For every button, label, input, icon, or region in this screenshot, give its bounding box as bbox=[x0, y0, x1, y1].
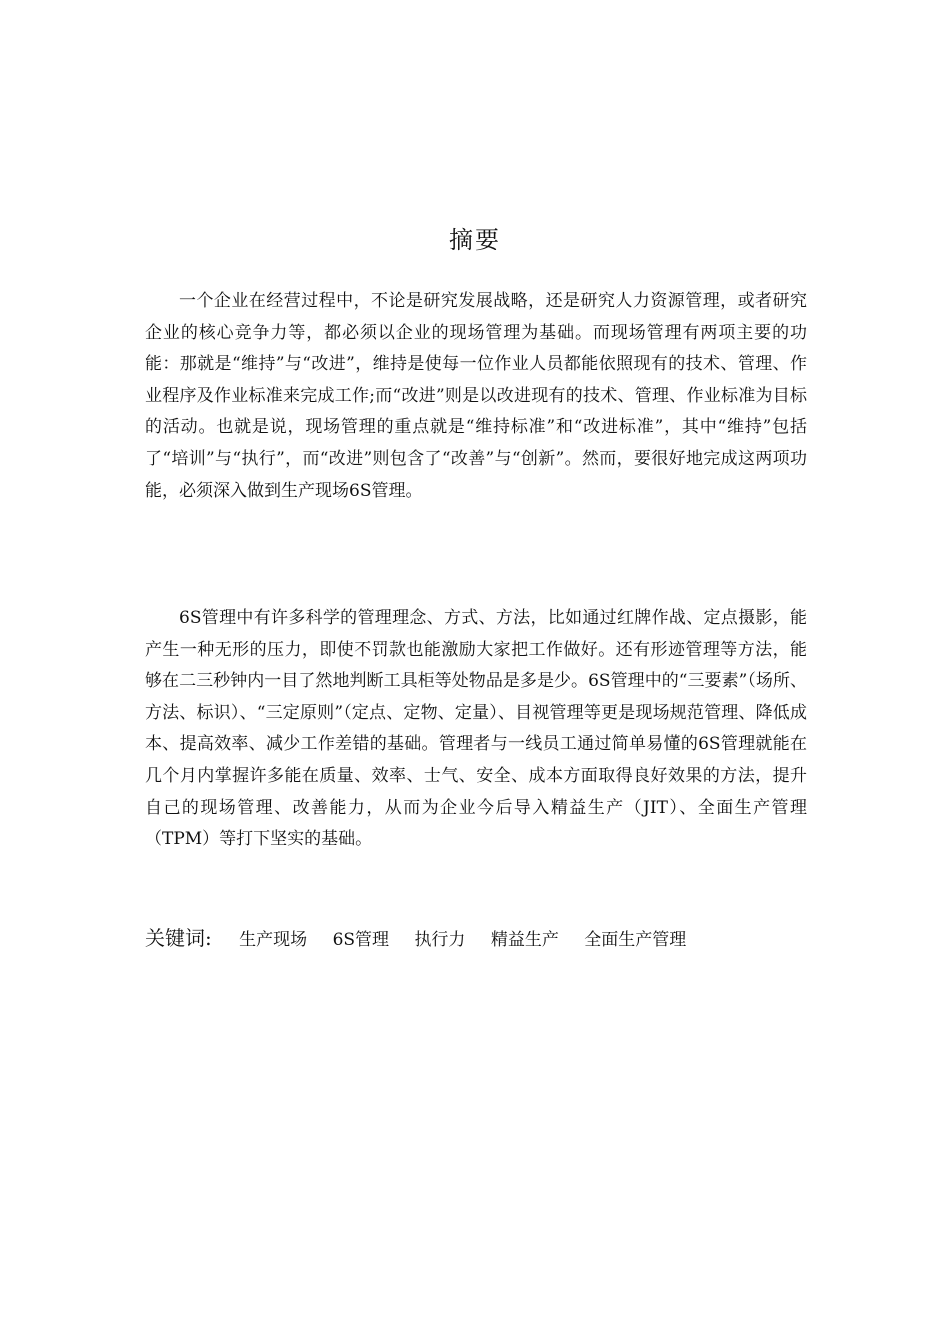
keyword-item: 全面生产管理 bbox=[584, 930, 687, 950]
keyword-item: 执行力 bbox=[414, 930, 466, 950]
keywords-label: 关键词: bbox=[145, 926, 212, 950]
abstract-paragraph-2: 6S管理中有许多科学的管理理念、方式、方法，比如通过红牌作战、定点摄影，能产生一种无形的压力，即使不罚款也能激励大家把工作做好。还有形迹管理等方法，能够在二三秒钟内一目了然地判断工具柜等处物品是多是少。6S管理中的“三要素”（场所、方法、标识）、“三定原则”（定点、定物、定量）、目视管理等更是现场规范管理、降低成本、提高效率、减少工作差错的基础。管理者与一线员工通过简单易懂的6S管理就能在几个月内掌握许多能在质量、效率、士气、安全、成本方面取得良好效果的方法，提升自己的现场管理、改善能力，从而为企业今后导入精益生产（JIT）、全面生产管理（TPM）等打下坚实的基础。 bbox=[145, 608, 807, 850]
keywords-line bbox=[145, 923, 807, 955]
keyword-item: 精益生产 bbox=[490, 930, 559, 950]
abstract-title: 摘要 bbox=[449, 226, 501, 254]
keyword-item: 生产现场 bbox=[239, 930, 308, 950]
abstract-paragraph-1: 一个企业在经营过程中，不论是研究发展战略，还是研究人力资源管理，或者研究企业的核心竞争力等，都必须以企业的现场管理为基础。而现场管理有两项主要的功能：那就是“维持”与“改进”，维持是使每一位作业人员都能依照现有的技术、管理、作业程序及作业标准来完成工作;而“改进”则是以改进现有的技术、管理、作业标准为目标的活动。也就是说，现场管理的重点就是“维持标准”和“改进标准”，其中“维持”包括了“培训”与“执行”，而“改进”则包含了“改善”与“创新”。然而，要很好地完成这两项功能，必须深入做到生产现场6S管理。 bbox=[145, 291, 807, 501]
keyword-item: 6S管理 bbox=[332, 930, 390, 950]
